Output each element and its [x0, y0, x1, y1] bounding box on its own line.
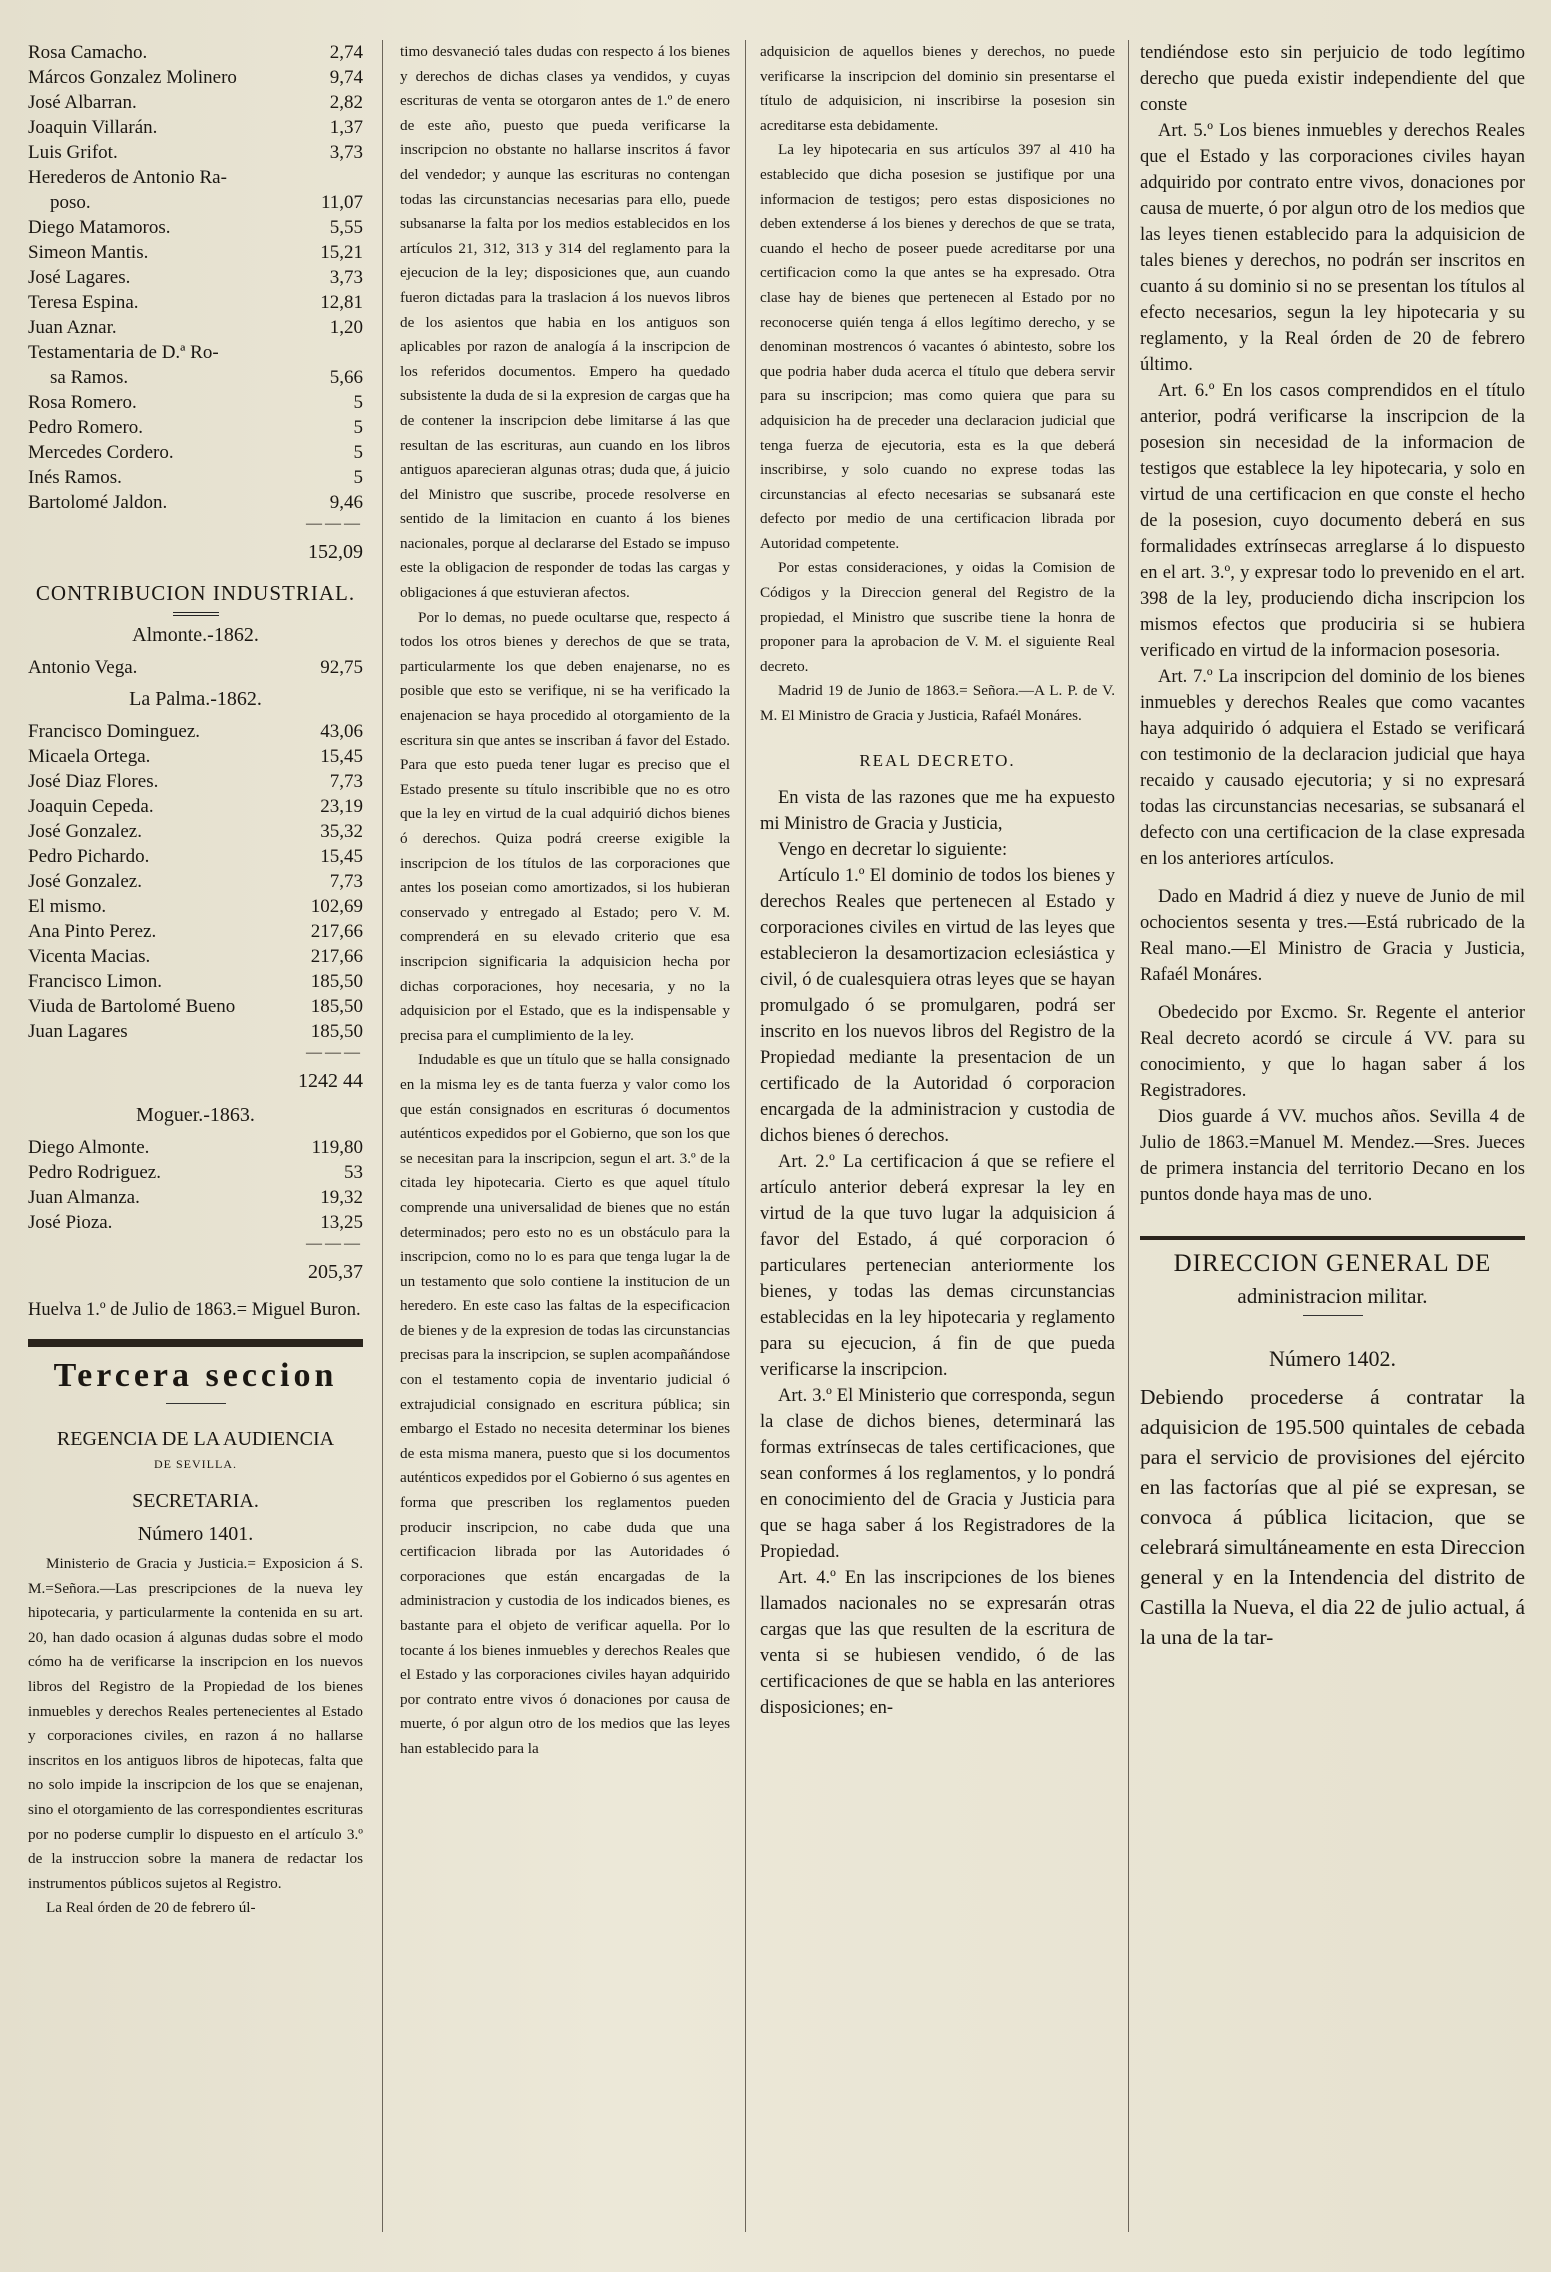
- list-row: [28, 969, 363, 994]
- list-row: [28, 1210, 363, 1235]
- contribution-amount: 3,73: [329, 142, 363, 163]
- list-row: [28, 190, 363, 215]
- decree-paragraph: Art. 2.º La certificacion á que se refiere el artículo anterior deberá expresar la ley en virtud de la que tuvo lugar la adquisicion á favor del Estado, á qué corporacion ó particulares pertenecian anteriormente los bienes, y todas las demas circunstancias establecidas en la ley hipotecaria y reglamento para su ejecucion, á fin de que pueda verificarse la inscripcion.: [760, 1151, 1115, 1380]
- list-row: [28, 1019, 363, 1044]
- contributor-name: Joaquin Villarán.: [28, 117, 158, 138]
- regencia-heading: REGENCIA DE LA AUDIENCIA: [56, 1428, 335, 1450]
- list-row: [28, 90, 363, 115]
- circular-paragraph: Dios guarde á VV. muchos años. Sevilla 4 de Julio de 1863.=Manuel M. Mendez.—Sres. Jueces de primera instancia del territorio Decano en los puntos donde haya mas de uno.: [1140, 1107, 1525, 1205]
- contribution-amount: 119,80: [311, 1137, 363, 1158]
- short-rule: [1303, 1315, 1363, 1316]
- list-row: [28, 1185, 363, 1210]
- contributor-name: Márcos Gonzalez Molinero: [28, 67, 237, 88]
- contribution-amount: 19,32: [320, 1187, 363, 1208]
- sevilla-subheading: DE SEVILLA.: [154, 1457, 237, 1471]
- contributor-name: Teresa Espina.: [28, 292, 139, 313]
- contributor-name: Pedro Romero.: [28, 417, 144, 438]
- contribution-amount: 9,46: [329, 492, 363, 513]
- body-paragraph: timo desvaneció tales dudas con respecto á los bienes y derechos de dichas clases ya vendidos, y cuyas escrituras de venta se otorgaron antes de 1.º de enero de este año, puesto que pueda verificarse la inscripcion no obstante no hallarse inscritos á favor del vendedor; y aunque las escrituras no contengan todas las circunstancias necesarias para ello, puede subsanarse la falta por los medios establecidos en los artículos 21, 312, 313 y 314 del reglamento para la ejecucion de la ley; disposiciones que, aun cuando fueron dictadas para la traslacion á los nuevos libros de los asientos que habia en los antiguos son aplicables por razon de analogía á la inscripcion de los referidos documentos. Empero ha quedado subsistente la duda de si la expresion de cargas que ha de contener la inscripcion debe limitarse á las que resultan de las escrituras, aun cuando en los libros antiguos aparecieran algunas otras; duda que, á juicio del Ministro que suscribe, procede resolverse en sentido de la limitacion en cuanto á los bienes nacionales, porque al declararse del Estado se impuso este la obligacion de responder de todas las cargas y obligaciones á que estuvieran afectos.: [400, 43, 730, 602]
- list-row: [28, 819, 363, 844]
- contributor-name: Vicenta Macias.: [28, 946, 151, 967]
- contributor-name: Rosa Camacho.: [28, 42, 148, 63]
- body-paragraph: adquisicion de aquellos bienes y derechos, no puede verificarse la inscripcion del dominio sin presentarse el título de adquisicion, ni inscribirse la posesion sin acreditarse esta debidamente.: [760, 43, 1115, 134]
- contribution-list: [28, 40, 363, 515]
- contribution-amount: 43,06: [320, 721, 363, 742]
- contribution-amount: 5,66: [329, 367, 363, 388]
- contributor-name: Juan Lagares: [28, 1021, 128, 1042]
- contribution-list: [28, 1135, 363, 1235]
- contributor-name: José Albarran.: [28, 92, 137, 113]
- town-heading: Almonte.-1862.: [132, 624, 259, 646]
- column-rule: [1128, 40, 1129, 2232]
- contribution-amount: 23,19: [320, 796, 363, 817]
- list-row: [28, 894, 363, 919]
- contributor-name: Viuda de Bartolomé Bueno: [28, 996, 236, 1017]
- contribution-amount: 9,74: [329, 67, 363, 88]
- contribution-amount: 92,75: [320, 657, 363, 678]
- list-row: [28, 719, 363, 744]
- section-title: Tercera seccion: [53, 1357, 338, 1394]
- section-divider: [1140, 1236, 1525, 1240]
- double-rule: [173, 612, 219, 616]
- list-row: [28, 415, 363, 440]
- contributor-name: Francisco Limon.: [28, 971, 163, 992]
- decree-paragraph: Art. 6.º En los casos comprendidos en el título anterior, podrá verificarse la inscripcion de la posesion sin necesidad de la informacion de testigos que establece la ley hipotecaria, y solo en virtud de una certificacion en que conste el hecho de la posesion, cuyo documento deberá en sus formalidades extrínsecas arreglarse á lo dispuesto en el art. 3.º, y expresar todo lo prevenido en el art. 398 de la ley, produciendo dicha inscripcion los mismos efectos que produciria si se hubiera verificado en virtud de la informacion posesoria.: [1140, 381, 1525, 661]
- body-paragraph: Por estas consideraciones, y oidas la Comision de Códigos y la Direccion general del Registro de la propiedad, el Ministro que suscribe tiene la honra de proponer para la aprobacion de V. M. el siguiente Real decreto.: [760, 559, 1115, 675]
- contributor-name: José Pioza.: [28, 1212, 113, 1233]
- contribution-amount: 185,50: [310, 996, 363, 1017]
- contributor-name: Pedro Pichardo.: [28, 846, 150, 867]
- sum-rule: ———: [306, 515, 363, 532]
- contribution-amount: 1,37: [329, 117, 363, 138]
- contributor-name: Francisco Dominguez.: [28, 721, 201, 742]
- decree-paragraph: Art. 5.º Los bienes inmuebles y derechos Reales que el Estado y las corporaciones civiles hayan adquirido por contrato entre vivos, donaciones por causa de muerte, ó por algun otro de los medios que las leyes tienen establecido para la adquisicion de tales bienes y derechos, no podrán ser inscritos en cuanto á su dominio si no se presentan los títulos al efecto necesarios, segun la ley hipotecaria y su reglamento, y la Real órden de 20 de febrero último.: [1140, 121, 1525, 375]
- contributor-name: José Gonzalez.: [28, 821, 142, 842]
- contribution-list: [28, 719, 363, 1044]
- sum-rule: ———: [306, 1235, 363, 1252]
- signoff: Huelva 1.º de Julio de 1863.= Miguel Buron.: [28, 1300, 361, 1320]
- exposition-text: Ministerio de Gracia y Justicia.= Exposicion á S. M.=Señora.—Las prescripciones de la nueva ley hipotecaria, y particularmente la contenida en su art. 20, han dado ocasion á algunas dudas sobre el modo cómo ha de verificarse la inscripcion en los nuevos libros del Registro de la Propiedad de los bienes inmuebles y derechos Reales pertenecientes al Estado y corporaciones civiles, en razon á no hallarse inscritos en los antiguos libros de hipotecas, falta que no solo impide la inscripcion de los que se enajenan, sino el otorgamiento de las correspondientes escrituras por no poderse cumplir lo dispuesto en el artículo 3.º de la instruccion sobre la manera de redactar los instrumentos públicos sujetos al Registro.: [28, 1555, 363, 1892]
- town-heading: La Palma.-1862.: [129, 688, 262, 710]
- decree-title: REAL DECRETO.: [859, 750, 1016, 770]
- list-row: [28, 365, 363, 390]
- contribution-amount: 185,50: [310, 1021, 363, 1042]
- list-row: [28, 465, 363, 490]
- body-paragraph: Madrid 19 de Junio de 1863.= Señora.—A L. P. de V. M. El Ministro de Gracia y Justicia, Rafaél Monáres.: [760, 682, 1115, 725]
- contributor-name: José Gonzalez.: [28, 871, 142, 892]
- list-row: [28, 215, 363, 240]
- contribution-amount: 185,50: [310, 971, 363, 992]
- town-heading: Moguer.-1863.: [136, 1104, 255, 1126]
- body-paragraph: Indudable es que un título que se halla consignado en la misma ley es de tanta fuerza y valor como los que están consignados en escrituras ó documentos auténticos expedidos por el Gobierno, que son los que se necesitan para la inscripcion, segun el art. 3.º de la citada ley hipotecaria. Cierto es que aquel título comprende una universalidad de bienes que no están determinados; pero esto no es un obstáculo para la inscripcion, como no lo es para que tenga lugar la de un testamento que solo contiene la institucion de un heredero. En este caso las faltas de la especificacion de bienes y de la expresion de todas las circunstancias precisas para la inscripcion, se suplen acompañándose con el testamento copia de inventario judicial ó extrajudicial consignado en escritura pública; sin embargo el Estado no necesita determinar los bienes de esta misma manera, puesto que si los documentos auténticos expedidos por el Gobierno ó sus agentes en forma que prescriben los reglamentos pueden producir inscripcion, no cabe duda que una certificacion librada por las Autoridades ó corporaciones que están encargadas de la administracion y custodia de los indicados bienes, es bastante para el objeto de verificar aquella. Por lo tocante á los bienes inmuebles y derechos Reales que el Estado y las corporaciones civiles hayan adquirido por contrato entre vivos ó donaciones por causa de muerte, ó por algun otro de los medios que las leyes han establecido para la: [400, 1051, 730, 1757]
- contribution-amount: 15,21: [320, 242, 363, 263]
- exposition-text-end: La Real órden de 20 de febrero úl-: [46, 1899, 256, 1917]
- list-total: 1242 44: [298, 1070, 363, 1092]
- list-row: [28, 140, 363, 165]
- contributor-name: Diego Matamoros.: [28, 217, 171, 238]
- contribution-amount: 7,73: [329, 771, 363, 792]
- contribution-amount: 5: [353, 417, 363, 438]
- list-row: [28, 65, 363, 90]
- contribution-amount: 5,55: [329, 217, 363, 238]
- list-row: [28, 240, 363, 265]
- sum-rule: ———: [306, 1044, 363, 1061]
- contribution-amount: 7,73: [329, 871, 363, 892]
- contributor-name: Diego Almonte.: [28, 1137, 150, 1158]
- contributor-name: Joaquin Cepeda.: [28, 796, 154, 817]
- contributor-name: Luis Grifot.: [28, 142, 118, 163]
- contributor-name: poso.: [50, 192, 91, 213]
- contributor-name: El mismo.: [28, 896, 107, 917]
- column-2: [400, 40, 730, 1762]
- contribution-amount: 53: [344, 1162, 363, 1183]
- list-row: [28, 869, 363, 894]
- section-heading: CONTRIBUCION INDUSTRIAL.: [35, 581, 356, 605]
- contribution-amount: 3,73: [329, 267, 363, 288]
- contribution-amount: 1,20: [329, 317, 363, 338]
- contribution-amount: 217,66: [310, 921, 363, 942]
- contributor-name: Micaela Ortega.: [28, 746, 151, 767]
- contributor-name: Juan Almanza.: [28, 1187, 140, 1208]
- decree-paragraph: Art. 4.º En las inscripciones de los bienes llamados nacionales no se expresarán otras cargas que las que resulten de la escritura de venta si se hubiesen vendido, ó de las certificaciones de que se habla en las anteriores disposiciones; en-: [760, 1567, 1115, 1718]
- list-row: [28, 994, 363, 1019]
- decree-paragraph: Vengo en decretar lo siguiente:: [778, 839, 1008, 860]
- list-row: [28, 944, 363, 969]
- number-heading: Número 1401.: [137, 1523, 254, 1545]
- list-row: [28, 919, 363, 944]
- tender-notice: Debiendo procederse á contratar la adquisicion de 195.500 quintales de cebada para el servicio de provisiones del ejército en las factorías que al pié se expresan, se convoca á pública licitacion, que se celebrará simultáneamente en esta Direccion general y en la Intendencia del distrito de Castilla la Nueva, el dia 22 de julio actual, á la una de la tar-: [1140, 1385, 1525, 1649]
- contributor-name: Herederos de Antonio Ra-: [28, 167, 227, 188]
- contribution-amount: 5: [353, 392, 363, 413]
- number-heading: Número 1402.: [1268, 1346, 1397, 1371]
- contributor-name: Bartolomé Jaldon.: [28, 492, 168, 513]
- column-4: [1140, 40, 1525, 1652]
- list-row: [28, 769, 363, 794]
- contributor-name: Antonio Vega.: [28, 657, 138, 678]
- contributor-name: Juan Aznar.: [28, 317, 117, 338]
- direccion-subheading: administracion militar.: [1237, 1284, 1428, 1308]
- contributor-name: José Diaz Flores.: [28, 771, 159, 792]
- list-row: [28, 744, 363, 769]
- contribution-amount: 2,74: [329, 42, 363, 63]
- contributor-name: Pedro Rodriguez.: [28, 1162, 161, 1183]
- contributor-name: Testamentaria de D.ª Ro-: [28, 342, 219, 363]
- contributor-name: Ana Pinto Perez.: [28, 921, 157, 942]
- contribution-amount: 11,07: [320, 192, 363, 213]
- contributor-name: Simeon Mantis.: [28, 242, 149, 263]
- contribution-amount: 35,32: [320, 821, 363, 842]
- contributor-name: sa Ramos.: [50, 367, 129, 388]
- contribution-amount: 13,25: [320, 1212, 363, 1233]
- contributor-name: José Lagares.: [28, 267, 131, 288]
- circular-paragraph: Obedecido por Excmo. Sr. Regente el anterior Real decreto acordó se circule á VV. para su conocimiento, y que lo hagan saber á los Registradores.: [1140, 1003, 1525, 1101]
- list-row: [28, 290, 363, 315]
- contribution-amount: 5: [353, 467, 363, 488]
- decree-paragraph: En vista de las razones que me ha expuesto mi Ministro de Gracia y Justicia,: [760, 787, 1115, 834]
- column-rule: [382, 40, 383, 2232]
- list-row: [28, 315, 363, 340]
- list-total: 152,09: [308, 541, 363, 563]
- decree-paragraph: tendiéndose esto sin perjuicio de todo legítimo derecho que pueda existir independiente del que conste: [1140, 43, 1525, 115]
- column-3: [760, 40, 1115, 1721]
- contribution-amount: 15,45: [320, 746, 363, 767]
- list-row: [28, 655, 363, 680]
- decree-paragraph: Art. 7.º La inscripcion del dominio de los bienes inmuebles y derechos Reales que como vacantes haya adquirido ó adquiera el Estado se verificará con testimonio de la declaracion judicial que haya recaido y causado ejecutoria; y si no expresará todas las circunstancias necesarias, se subsanará el defecto con una certificacion de la clase expresada en los anteriores artículos.: [1140, 667, 1525, 869]
- list-row: [28, 1135, 363, 1160]
- contribution-amount: 102,69: [310, 896, 363, 917]
- body-paragraph: La ley hipotecaria en sus artículos 397 al 410 ha establecido que dicha posesion se justifique por una informacion de testigos; pero estas disposiciones no deben extenderse á los bienes y derechos de que se trata, cuando el hecho de poseer puede acreditarse por una certificacion como la que antes se ha expresado. Otra clase hay de bienes que pertenecen al Estado por no reconocerse quién tenga á ellos legítimo derecho, y se denominan mostrencos ó vacantes ó abintesto, sobre los que podria haber duda acerca el título que debera servir para su inscripcion; mas como quiera que para su adquisicion ha de preceder una declaracion judicial que tenga fuerza de ejecutoria, esta es la que deberá inscribirse, y solo cuando no exprese todas las circunstancias al efecto necesarias se subsanará este defecto por medio de una certificacion librada por Autoridad competente.: [760, 141, 1115, 552]
- list-row: [28, 390, 363, 415]
- contribution-amount: 5: [353, 442, 363, 463]
- decree-signature: Dado en Madrid á diez y nueve de Junio de mil ochocientos sesenta y tres.—Está rubricado de la Real mano.—El Ministro de Gracia y Justicia, Rafaél Monáres.: [1140, 887, 1525, 985]
- list-row: [28, 844, 363, 869]
- contributor-name: Mercedes Cordero.: [28, 442, 174, 463]
- list-row: [28, 165, 363, 190]
- decree-paragraph: Art. 3.º El Ministerio que corresponda, segun la clase de dichos bienes, determinará las formas extrínsecas de tales certificaciones, que sean conformes á los reglamentos, y lo pondrá en conocimiento del de Gracia y Justicia para que se haga saber á los Registradores de la Propiedad.: [760, 1385, 1115, 1562]
- list-row: [28, 40, 363, 65]
- contribution-amount: 217,66: [310, 946, 363, 967]
- contribution-amount: 2,82: [329, 92, 363, 113]
- contribution-list: [28, 655, 363, 680]
- list-row: [28, 490, 363, 515]
- list-row: [28, 1160, 363, 1185]
- section-divider: [28, 1339, 363, 1347]
- contributor-name: Rosa Romero.: [28, 392, 137, 413]
- list-row: [28, 440, 363, 465]
- contribution-amount: 15,45: [320, 846, 363, 867]
- list-total: 205,37: [308, 1261, 363, 1283]
- body-paragraph: Por lo demas, no puede ocultarse que, respecto á todos los otros bienes y derechos de que se trata, particularmente los que deben enajenarse, no es posible que esto se verifique, ni se ha verificado la enajenacion se haya procedido al otorgamiento de la escritura sin que antes se inscriban á favor del Estado. Para que esto pueda tener lugar es preciso que el Estado presente su título inscribible que no es otro que la ley en virtud de la cual adquirió dichos bienes ó derechos. Quiza podrá creerse exigible la inscripcion de los títulos de las corporaciones que antes los poseian como amortizados, si los hubieran conservado y entregado al Estado; pero V. M. comprenderá en su elevado criterio que esa inscripcion significaria la adquisicion hecha por dichas corporaciones, hoy necesaria, y no la adquisicion por el Estado, que es la indispensable y precisa para el cumplimiento de la ley.: [400, 608, 730, 1044]
- column-rule: [745, 40, 746, 2232]
- decree-paragraph: Artículo 1.º El dominio de todos los bienes y derechos Reales que pertenecen al Estado y corporaciones civiles en virtud de las leyes que establecieron la desamortizacion eclesiástica y civil, ó de cualesquiera otras leyes que se hayan promulgado ó se promulgaren, podrá ser inscrito en los nuevos libros del Registro de la Propiedad mediante la presentacion de un certificado de la Autoridad ó corporacion encargada de la administracion y custodia de dichos bienes ó derechos.: [760, 865, 1115, 1146]
- list-row: [28, 340, 363, 365]
- list-row: [28, 265, 363, 290]
- secretaria-heading: SECRETARIA.: [132, 1490, 259, 1512]
- contribution-amount: 12,81: [320, 292, 363, 313]
- list-row: [28, 115, 363, 140]
- direccion-heading: DIRECCION GENERAL DE: [1173, 1250, 1492, 1277]
- short-rule: [166, 1403, 226, 1404]
- contributor-name: Inés Ramos.: [28, 467, 122, 488]
- column-1: [28, 40, 363, 1921]
- list-row: [28, 794, 363, 819]
